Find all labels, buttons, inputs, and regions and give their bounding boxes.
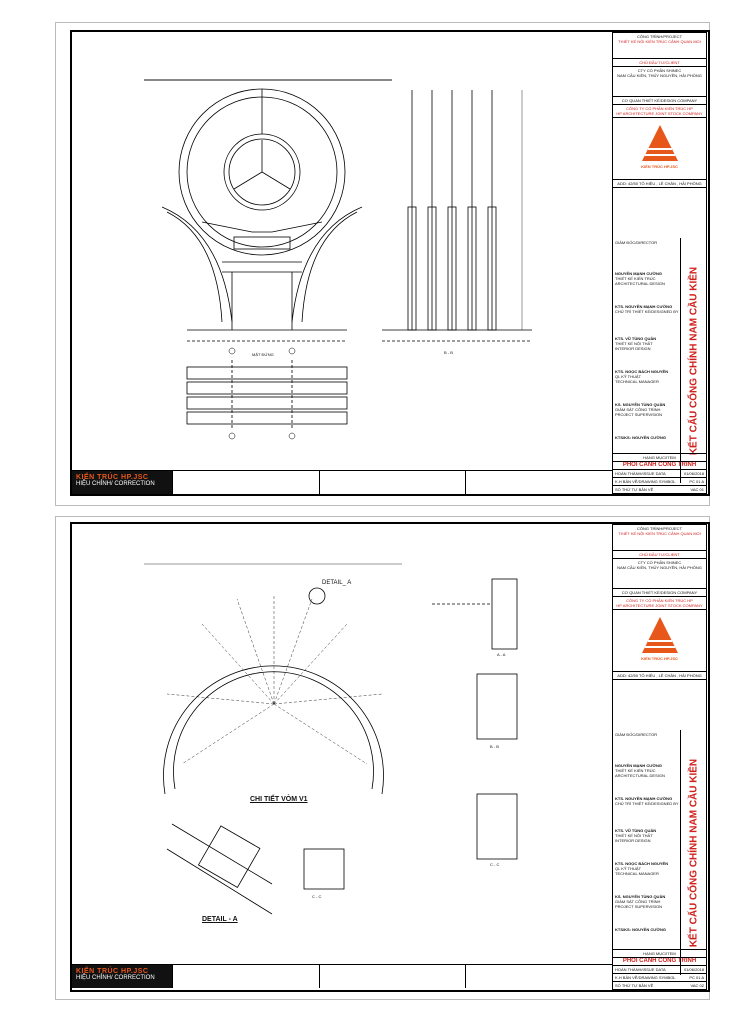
staff-2-role-2: CHỦ TRÌ THIẾT KẾ/DESIGNED BY xyxy=(615,801,679,806)
section-b-label: B - B xyxy=(444,350,453,355)
staff-3-role-2: THIẾT KẾ NỘI THẤT xyxy=(615,833,653,838)
company-logo xyxy=(613,118,706,180)
owner-label-2: CHỦ ĐẦU TƯ/CLIENT xyxy=(613,551,706,559)
director-label-2: GIÁM ĐỐC/DIRECTOR xyxy=(615,732,658,737)
arch-detail-drawing xyxy=(72,524,612,964)
staff-3-role-en: INTERIOR DESIGN xyxy=(615,346,651,351)
sheet-number: VAC 01 xyxy=(690,487,704,492)
symbol-label: K.H BẢN VẼ/DRAWING SYMBOL xyxy=(615,479,676,484)
company-address-2: ADD: 42/50 TÔ HIỆU , LÊ CHÂN , HẢI PHÒNG xyxy=(613,672,706,680)
drawing-title-vertical xyxy=(680,238,706,483)
staff-2-name-2: KTS. NGUYỄN MẠNH CƯỜNG xyxy=(615,796,673,801)
section-a-label: A - A xyxy=(497,652,506,657)
symbol-label-2: K.H BẢN VẼ/DRAWING SYMBOL xyxy=(615,975,676,980)
project-name: THIẾT KẾ NỘI KIẾN TRÚC CẢNH QUAN MOI xyxy=(618,39,701,44)
sheet-label: SỐ THỨ TỰ BẢN VẼ xyxy=(615,487,654,492)
footer-correction-2: HIỆU CHỈNH/ CORRECTION xyxy=(76,975,155,981)
staff-6-name-2: KTS/KS: NGUYỄN CƯỜNG xyxy=(615,927,666,932)
sheet-1-drawing xyxy=(72,32,612,470)
staff-3-role: THIẾT KẾ NỘI THẤT xyxy=(615,341,653,346)
staff-4-role-en-2: TECHNICAL MANAGER xyxy=(615,871,659,876)
staff-1-role: THIẾT KẾ KIẾN TRÚC xyxy=(615,276,656,281)
staff-5-role-en: PROJECT SUPERVISION xyxy=(615,412,662,417)
company-name: CÔNG TY CỔ PHẦN KIẾN TRÚC HP xyxy=(626,106,693,111)
staff-5-name-2: KS. NGUYỄN TÙNG QUÂN xyxy=(615,894,666,899)
footer-brand-2: KIẾN TRÚC HP.JSC xyxy=(76,968,149,975)
title-block-2 xyxy=(612,524,707,990)
staff-2-name: KTS. NGUYỄN MẠNH CƯỜNG xyxy=(615,304,673,309)
section-c-label-2: C - C xyxy=(312,894,322,899)
staff-1-role-en-2: ARCHITECTURAL DESIGN xyxy=(615,773,665,778)
staff-1-role-en: ARCHITECTURAL DESIGN xyxy=(615,281,665,286)
staff-2-role: CHỦ TRÌ THIẾT KẾ/DESIGNED BY xyxy=(615,309,679,314)
company-name-en: HP ARCHITECTURE JOINT STOCK COMPANY xyxy=(616,111,703,116)
staff-5-role-en-2: PROJECT SUPERVISION xyxy=(615,904,662,909)
project-name-2: THIẾT KẾ NỘI KIẾN TRÚC CẢNH QUAN MOI xyxy=(618,531,701,536)
footer-1 xyxy=(72,470,612,494)
triangle-logo-icon xyxy=(640,615,680,655)
footer-2 xyxy=(72,964,612,988)
staff-4-name-2: KTS. NGỌC BÁCH NGUYÊN xyxy=(615,861,669,866)
staff-5-name: KS. NGUYỄN TÙNG QUÂN xyxy=(615,402,666,407)
staff-3-role-en-2: INTERIOR DESIGN xyxy=(615,838,651,843)
staff-4-role-2: QL KỸ THUẬT xyxy=(615,866,642,871)
staff-1-name-2: NGUYỄN MẠNH CƯỜNG xyxy=(615,763,662,768)
triangle-logo-icon xyxy=(640,123,680,163)
detail-a-label: DETAIL_ A xyxy=(322,580,352,586)
project-label-2: CÔNG TRÌNH/PROJECT xyxy=(636,526,683,531)
owner-address: NAM CẦU KIỀN, THỦY NGUYÊN, HẢI PHÒNG xyxy=(617,73,702,78)
title-block-1 xyxy=(612,32,707,494)
drawing-title-vertical-2 xyxy=(680,730,706,975)
company-name-en-2: HP ARCHITECTURE JOINT STOCK COMPANY xyxy=(616,603,703,608)
brand-label-2: KIẾN TRÚC HP.JSC xyxy=(641,656,678,661)
item-name: PHỐI CẢNH CÔNG TRÌNH xyxy=(613,462,706,470)
company-name-2: CÔNG TY CỔ PHẦN KIẾN TRÚC HP xyxy=(626,598,693,603)
arch-title: CHI TIẾT VÒM V1 xyxy=(250,796,308,803)
owner-name-2: CTY CỔ PHẦN SHINEC xyxy=(637,560,682,565)
sheet-number-2: VAC 02 xyxy=(690,983,704,988)
staff-6-name: KTS/KS: NGUYỄN CƯỜNG xyxy=(615,435,666,440)
symbol-value: PC 01 A xyxy=(689,479,704,484)
detail-a-bottom: DETAIL - A xyxy=(202,916,238,923)
section-b-label-2: B - B xyxy=(490,744,499,749)
brand-label: KIẾN TRÚC HP.JSC xyxy=(641,164,678,169)
issue-label: HOÀN THÀNH/ISSUE DATA xyxy=(615,471,666,476)
staff-1-role-2: THIẾT KẾ KIẾN TRÚC xyxy=(615,768,656,773)
staff-1-name: NGUYỄN MẠNH CƯỜNG xyxy=(615,271,662,276)
designer-label-2: CƠ QUAN THIẾT KẾ/DESIGN COMPANY xyxy=(613,589,706,597)
staff-3-name-2: KTS. VŨ TÙNG QUÂN xyxy=(615,828,657,833)
issue-date: 01/06/2018 xyxy=(683,471,704,476)
footer-brand: KIẾN TRÚC HP.JSC xyxy=(76,474,149,481)
staff-5-role: GIÁM SÁT CÔNG TRÌNH xyxy=(615,407,661,412)
symbol-value-2: PC 01 A xyxy=(689,975,704,980)
drawing-title-2: KẾT CẤU CỔNG CHÍNH NAM CẦU KIỀN xyxy=(688,758,699,947)
owner-label: CHỦ ĐẦU TƯ/CLIENT xyxy=(613,59,706,67)
owner-address-2: NAM CẦU KIỀN, THỦY NGUYÊN, HẢI PHÒNG xyxy=(617,565,702,570)
staff-4-role-en: TECHNICAL MANAGER xyxy=(615,379,659,384)
footer-correction: HIỆU CHỈNH/ CORRECTION xyxy=(76,481,155,487)
item-name-2: PHỐI CẢNH CÔNG TRÌNH xyxy=(613,958,706,966)
drawing-title: KẾT CẤU CỔNG CHÍNH NAM CẦU KIỀN xyxy=(688,266,699,455)
issue-label-2: HOÀN THÀNH/ISSUE DATA xyxy=(615,967,666,972)
item-label-2: HẠNG MỤC/ITEM xyxy=(613,949,706,958)
company-logo-2 xyxy=(613,610,706,672)
staff-5-role-2: GIÁM SÁT CÔNG TRÌNH xyxy=(615,899,661,904)
section-c-label: C - C xyxy=(490,862,500,867)
staff-4-role: QL KỸ THUẬT xyxy=(615,374,642,379)
designer-label: CƠ QUAN THIẾT KẾ/DESIGN COMPANY xyxy=(613,97,706,105)
item-label: HẠNG MỤC/ITEM xyxy=(613,453,706,462)
staff-4-name: KTS. NGỌC BÁCH NGUYÊN xyxy=(615,369,669,374)
sheet-label-2: SỐ THỨ TỰ BẢN VẼ xyxy=(615,983,654,988)
elevation-title: MẶT ĐỨNG xyxy=(252,352,274,357)
company-address: ADD: 42/50 TÔ HIỆU , LÊ CHÂN , HẢI PHÒNG xyxy=(613,180,706,188)
project-label: CÔNG TRÌNH/PROJECT xyxy=(636,34,683,39)
sheet-2-drawing xyxy=(72,524,612,964)
gate-elevation-drawing xyxy=(72,32,612,470)
director-label: GIÁM ĐỐC/DIRECTOR xyxy=(615,240,658,245)
staff-3-name: KTS. VŨ TÙNG QUÂN xyxy=(615,336,657,341)
issue-date-2: 01/06/2018 xyxy=(683,967,704,972)
owner-name: CTY CỔ PHẦN SHINEC xyxy=(637,68,682,73)
